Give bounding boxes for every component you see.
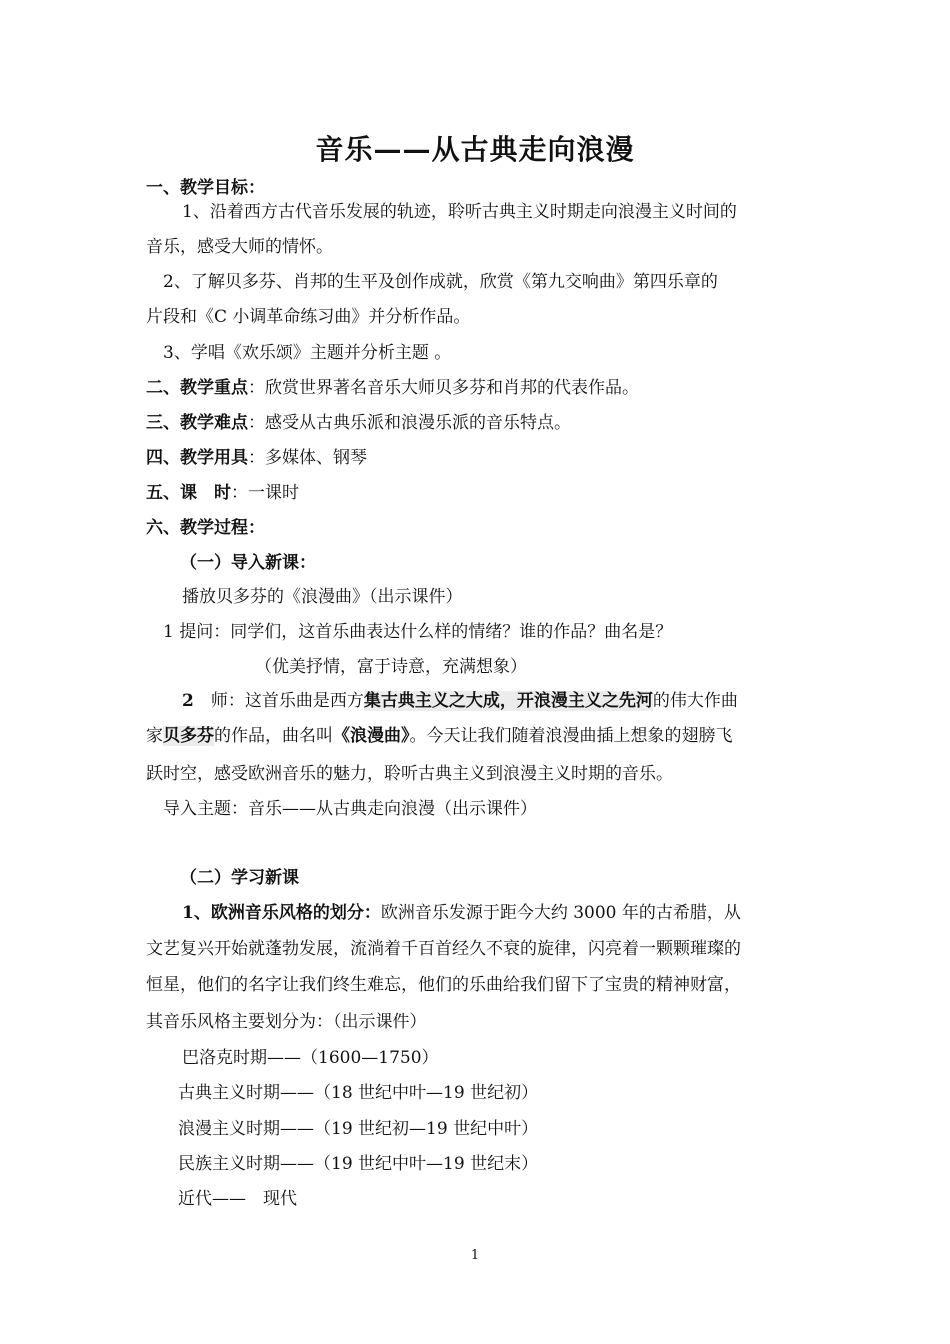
part1-line1: 播放贝多芬的《浪漫曲》（出示课件）	[182, 587, 463, 607]
p2-highlight-composer: 贝多芬	[163, 726, 214, 746]
section1-heading: 一、教学目标：	[146, 178, 265, 198]
period-item: 古典主义时期——（18 世纪中叶—19 世纪初）	[178, 1083, 539, 1103]
section5	[146, 481, 299, 505]
part2-p1-text: 欧洲音乐发源于距今大约 3000 年的古希腊，从	[380, 903, 741, 923]
p2-text-b: 的伟大作曲	[652, 691, 738, 711]
part1-p2-line3: 跃时空，感受欧洲音乐的魅力，聆听古典主义到浪漫主义时期的音乐。	[146, 764, 673, 784]
part2-p1-line4: 其音乐风格主要划分为：（出示课件）	[146, 1012, 427, 1032]
goal2-line1: 2、了解贝多芬、肖邦的生平及创作成就，欣赏《第九交响曲》第四乐章的	[163, 272, 718, 292]
page-number: 1	[470, 1248, 480, 1263]
period-item: 浪漫主义时期——（19 世纪初—19 世纪中叶）	[178, 1119, 539, 1139]
section5-heading: 五、课 时	[146, 483, 231, 503]
goal1-line1: 1、沿着西方古代音乐发展的轨迹，聆听古典主义时期走向浪漫主义时间的	[182, 202, 737, 222]
p2-number: 2	[182, 691, 194, 711]
p2-highlight-work: 《浪漫曲》	[333, 726, 410, 746]
part2-p1-label: 1、欧洲音乐风格的划分：	[182, 903, 381, 923]
section4-heading: 四、教学用具	[146, 448, 248, 468]
p2-text-a: 师：这首乐曲是西方	[193, 691, 364, 711]
document-title: 音乐——从古典走向浪漫	[315, 133, 635, 166]
part2-p1-line1	[182, 901, 741, 925]
section6-heading: 六、教学过程：	[146, 518, 265, 538]
p2-text-d: 的作品，曲名叫	[214, 726, 333, 746]
part1-line2: 1 提问：同学们，这首乐曲表达什么样的情绪？谁的作品？曲名是？	[163, 622, 673, 642]
part2-heading: （二）学习新课	[180, 868, 299, 888]
part2-p1-line3: 恒星，他们的名字让我们终生难忘，他们的乐曲给我们留下了宝贵的精神财富，	[146, 975, 741, 995]
part1-line3: （优美抒情，富于诗意，充满想象）	[255, 657, 527, 677]
period-item: 巴洛克时期——（1600—1750）	[182, 1048, 439, 1068]
part1-p2-line1	[182, 689, 738, 713]
goal2-line2: 片段和《C 小调革命练习曲》并分析作品。	[146, 307, 471, 327]
section3-heading: 三、教学难点	[146, 413, 248, 433]
goal3: 3、学唱《欢乐颂》主题并分析主题 。	[163, 343, 452, 363]
p2-text-c: 家	[146, 726, 163, 746]
part2-p1-line2: 文艺复兴开始就蓬勃发展，流淌着千百首经久不衰的旋律，闪亮着一颗颗璀璨的	[146, 939, 741, 959]
p2-highlight-phrase: 集古典主义之大成，开浪漫主义之先河	[363, 691, 653, 711]
section2-text: ：欣赏世界著名音乐大师贝多芬和肖邦的代表作品。	[248, 378, 639, 398]
section4-text: ：多媒体、钢琴	[248, 448, 367, 468]
section5-text: ：一课时	[231, 483, 299, 503]
part1-p2-line2	[146, 724, 733, 748]
section3	[146, 411, 571, 435]
section2-heading: 二、教学重点	[146, 378, 248, 398]
section4	[146, 446, 367, 470]
period-item: 民族主义时期——（19 世纪中叶—19 世纪末）	[178, 1154, 539, 1174]
p2-text-e: 。今天让我们随着浪漫曲插上想象的翅膀飞	[409, 726, 733, 746]
period-item: 近代—— 现代	[178, 1189, 297, 1209]
goal1-line2: 音乐，感受大师的情怀。	[146, 237, 333, 257]
section3-text: ：感受从古典乐派和浪漫乐派的音乐特点。	[248, 413, 571, 433]
part1-topic: 导入主题：音乐——从古典走向浪漫（出示课件）	[163, 799, 537, 819]
part1-heading: （一）导入新课：	[180, 553, 316, 573]
section2	[146, 376, 639, 400]
